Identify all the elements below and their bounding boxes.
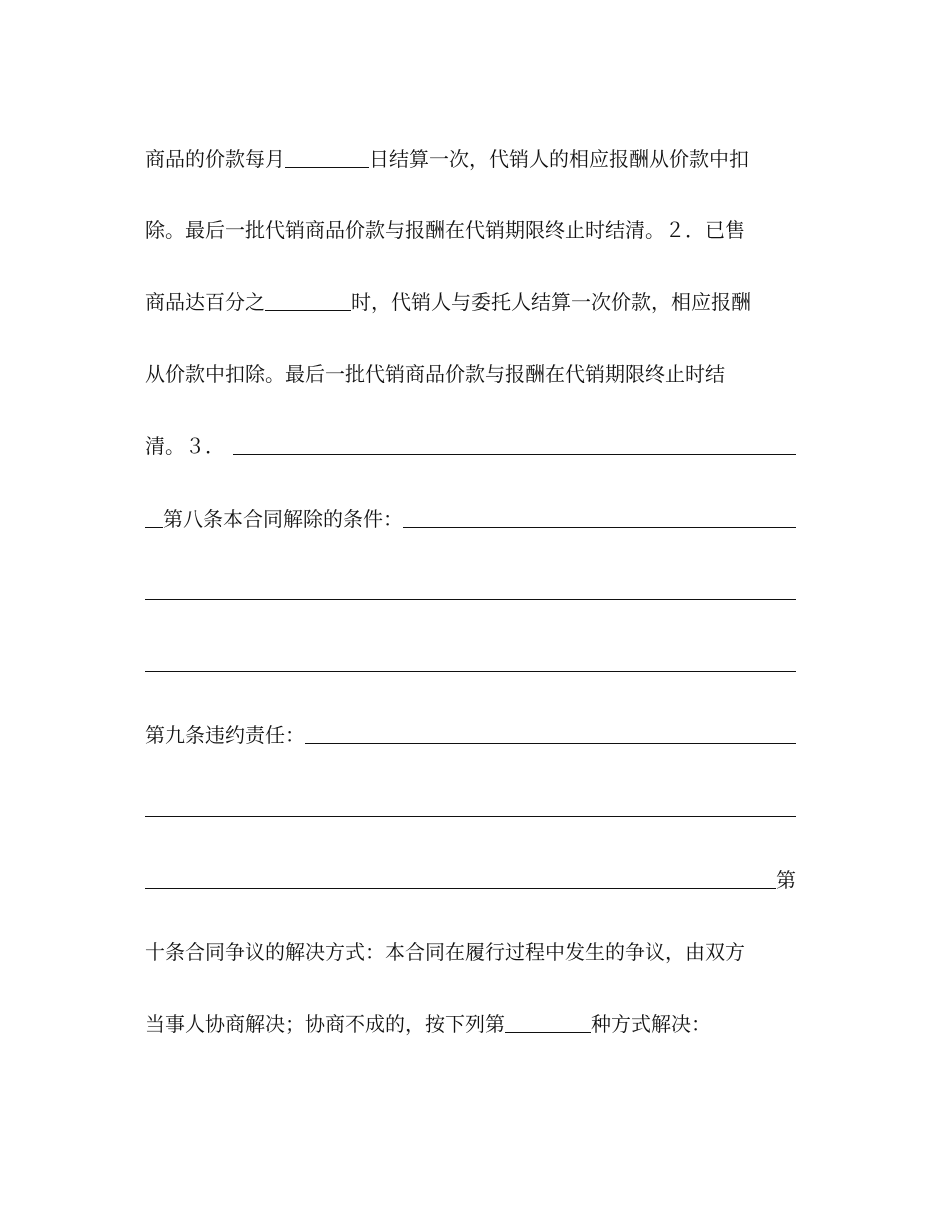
fill-blank-item-3-continued[interactable] [145,509,163,528]
text-line-13 [145,1012,796,1036]
text-line-5 [145,434,796,458]
text-segment: 商品达百分之 [145,290,265,314]
text-line-1 [145,147,796,171]
text-segment: 第 [776,868,796,892]
text-segment: 从价款中扣除。最后一批代销商品价款与报酬在代销期限终止时结 [145,362,725,386]
text-line-11 [145,868,796,892]
text-line-9 [145,723,796,747]
text-segment: 第九条违约责任： [145,723,305,747]
fill-blank-item-3[interactable] [233,436,796,455]
fill-blank-liability-3[interactable] [145,870,776,889]
text-segment: 清。３． [145,434,225,458]
text-segment: 当事人协商解决；协商不成的，按下列第 [145,1012,505,1036]
text-line-10 [145,796,796,820]
text-segment: 十条合同争议的解决方式：本合同在履行过程中发生的争议，由双方 [145,940,745,964]
text-line-2 [145,218,796,242]
fill-blank-sold-percent[interactable] [265,292,351,311]
fill-blank-liability-2[interactable] [145,798,796,817]
text-line-8 [145,651,796,675]
text-segment: 日结算一次，代销人的相应报酬从价款中扣 [369,147,749,171]
fill-blank-termination-conditions-3[interactable] [145,653,796,672]
text-segment: 第八条本合同解除的条件： [163,507,403,531]
fill-blank-liability[interactable] [305,725,796,744]
text-segment: 时，代销人与委托人结算一次价款，相应报酬 [351,290,751,314]
fill-blank-termination-conditions-2[interactable] [145,581,796,600]
fill-blank-dispute-method[interactable] [505,1014,591,1033]
text-line-4 [145,362,796,386]
text-segment: 种方式解决： [591,1012,711,1036]
text-line-6 [145,507,796,531]
text-line-12 [145,940,796,964]
fill-blank-settlement-day[interactable] [285,149,369,168]
text-line-3 [145,290,796,314]
text-segment: 商品的价款每月 [145,147,285,171]
text-line-7 [145,579,796,603]
fill-blank-termination-conditions[interactable] [403,509,796,528]
text-segment: 除。最后一批代销商品价款与报酬在代销期限终止时结清。２．已售 [145,218,745,242]
